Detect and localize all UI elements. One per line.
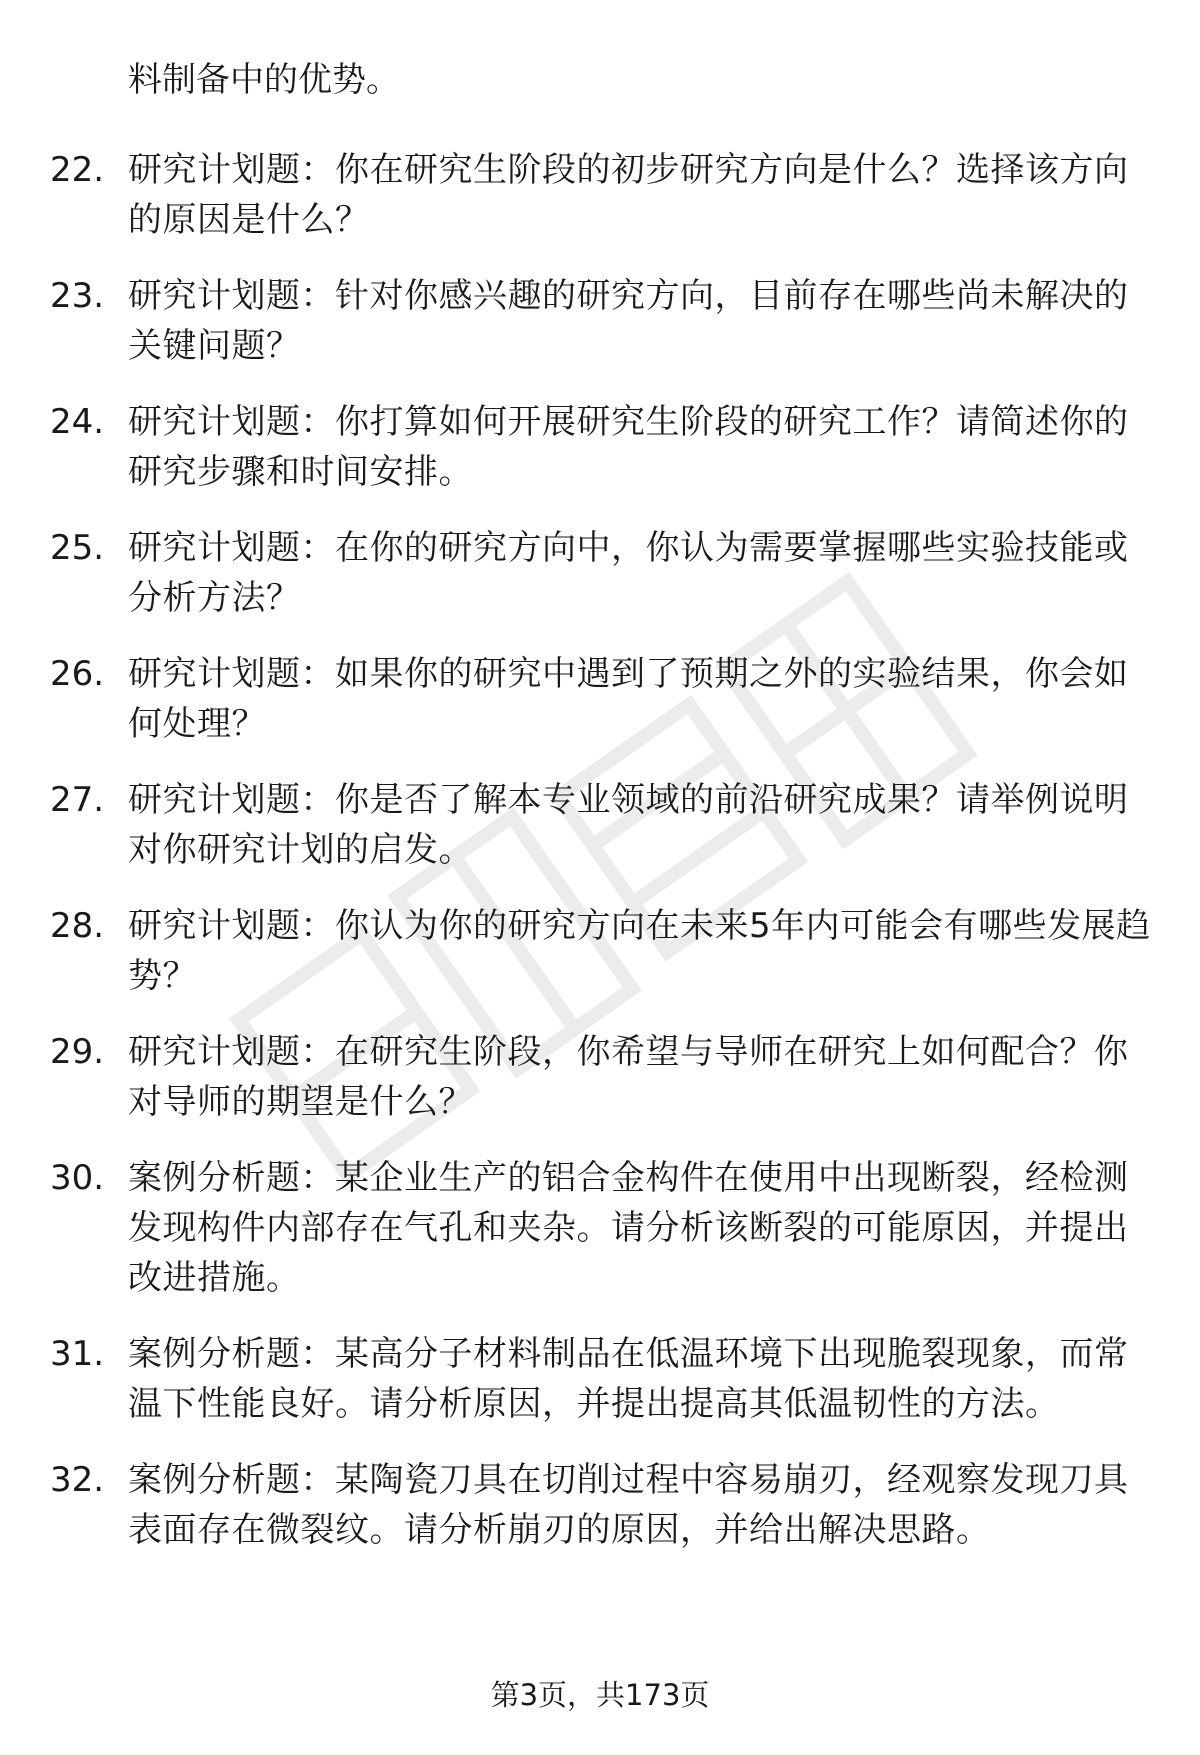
question-item [0, 901, 1200, 1001]
question-number: 26. [50, 654, 105, 694]
question-text: 案例分析题：某高分子材料制品在低温环境下出现脆裂现象，而常温下性能良好。请分析原因，并提出提高其低温韧性的方法。 [128, 1334, 1129, 1424]
question-text: 研究计划题：针对你感兴趣的研究方向，目前存在哪些尚未解决的关键问题？ [128, 276, 1129, 366]
question-text: 研究计划题：在研究生阶段，你希望与导师在研究上如何配合？你对导师的期望是什么？ [128, 1032, 1129, 1122]
question-text: 案例分析题：某陶瓷刀具在切削过程中容易崩刃，经观察发现刀具表面存在微裂纹。请分析崩刃的原因，并给出解决思路。 [128, 1460, 1129, 1550]
question-number: 23. [50, 276, 105, 316]
question-number: 30. [50, 1158, 105, 1198]
question-item [0, 649, 1200, 749]
question-text: 研究计划题：你在研究生阶段的初步研究方向是什么？选择该方向的原因是什么？ [128, 150, 1129, 240]
question-item [0, 1329, 1200, 1429]
question-text: 研究计划题：你是否了解本专业领域的前沿研究成果？请举例说明对你研究计划的启发。 [128, 780, 1129, 870]
question-text: 研究计划题：你认为你的研究方向在未来5年内可能会有哪些发展趋势？ [128, 906, 1151, 996]
question-item [0, 775, 1200, 875]
question-text: 研究计划题：你打算如何开展研究生阶段的研究工作？请简述你的研究步骤和时间安排。 [128, 402, 1129, 492]
question-text: 研究计划题：如果你的研究中遇到了预期之外的实验结果，你会如何处理？ [128, 654, 1129, 744]
continuation-text: 料制备中的优势。 [128, 60, 400, 100]
question-text: 案例分析题：某企业生产的铝合金构件在使用中出现断裂，经检测发现构件内部存在气孔和夹杂。请分析该断裂的可能原因，并提出改进措施。 [128, 1158, 1129, 1298]
question-number: 24. [50, 402, 105, 442]
question-item [0, 1455, 1200, 1555]
question-item [0, 1027, 1200, 1127]
question-number: 27. [50, 780, 105, 820]
question-number: 22. [50, 150, 105, 190]
question-text: 研究计划题：在你的研究方向中，你认为需要掌握哪些实验技能或分析方法？ [128, 528, 1129, 618]
question-item [0, 145, 1200, 245]
question-item [0, 271, 1200, 371]
question-item [0, 523, 1200, 623]
question-item [0, 1153, 1200, 1303]
question-number: 31. [50, 1334, 105, 1374]
question-list [0, 145, 1200, 1581]
question-number: 25. [50, 528, 105, 568]
page-footer: 第3页，共173页 [490, 1678, 710, 1712]
question-number: 29. [50, 1032, 105, 1072]
question-number: 28. [50, 906, 105, 946]
question-number: 32. [50, 1460, 105, 1500]
question-item [0, 397, 1200, 497]
